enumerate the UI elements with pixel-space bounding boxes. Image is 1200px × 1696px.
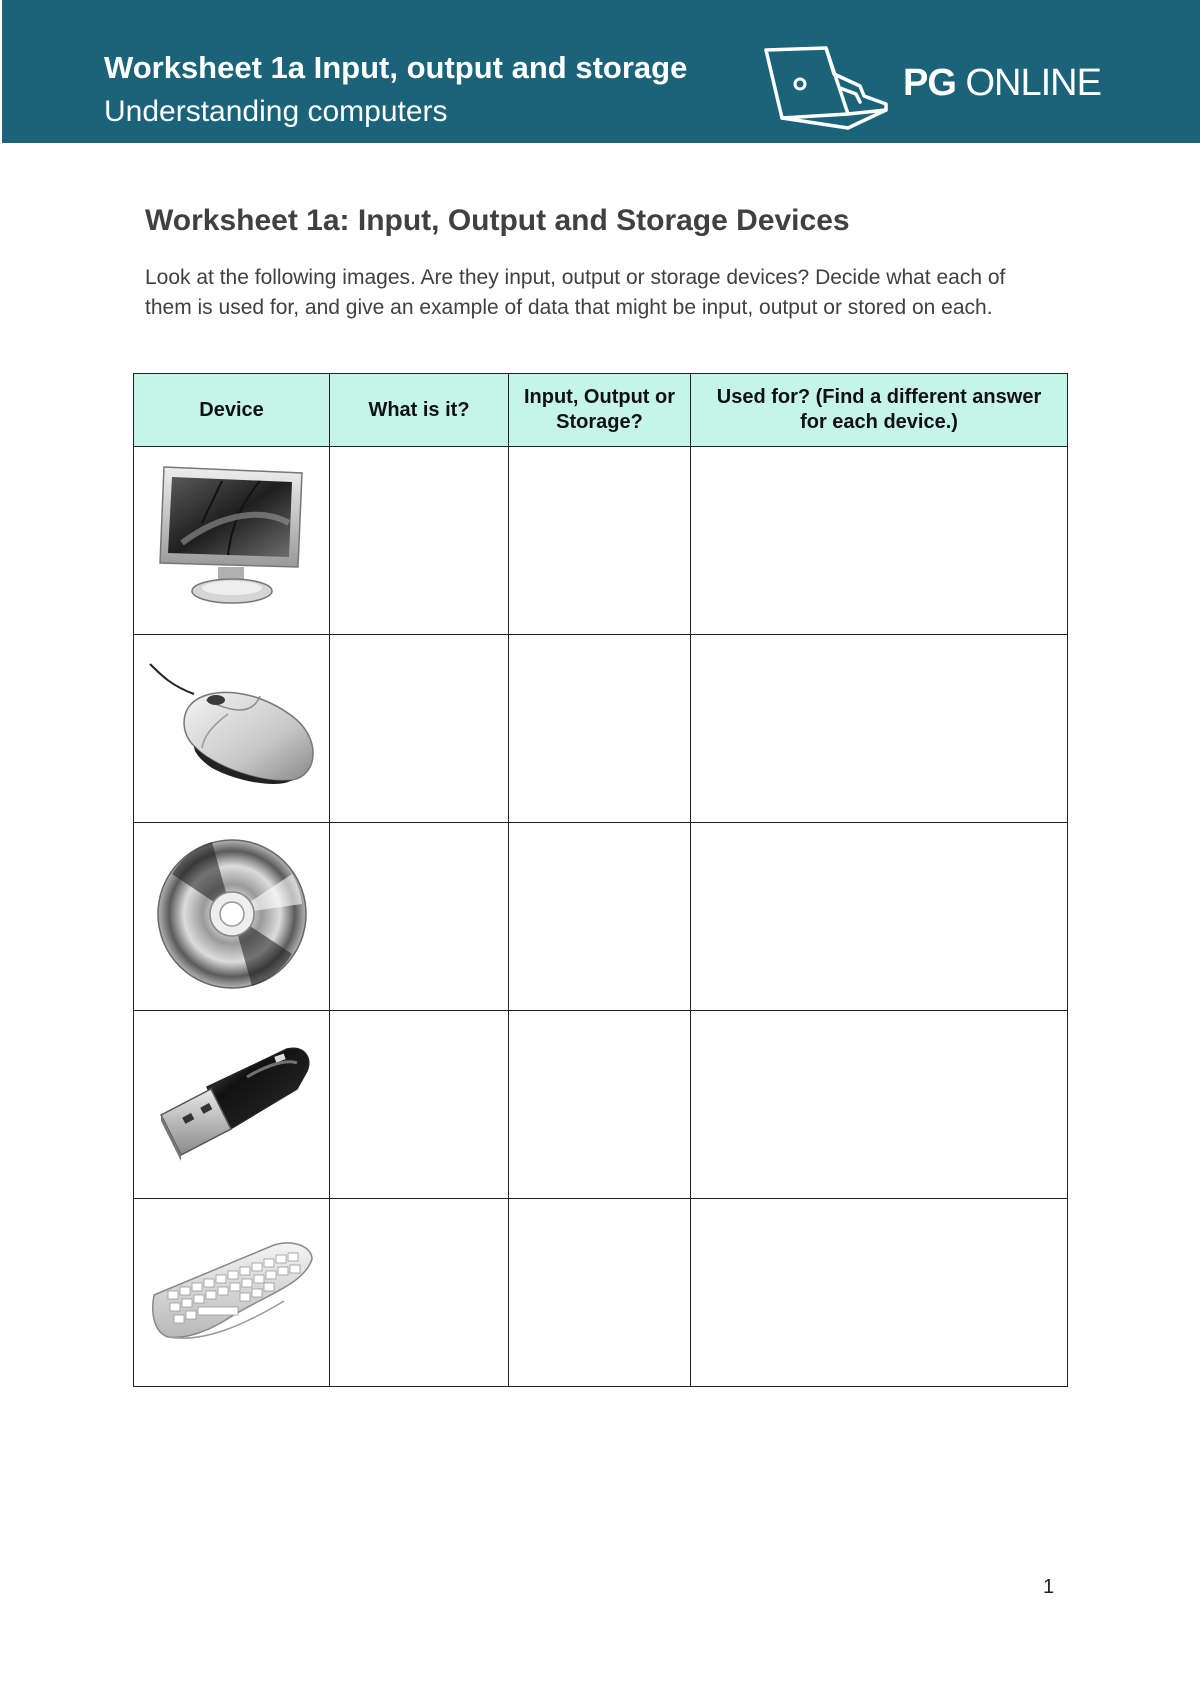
banner-subtitle: Understanding computers	[104, 95, 448, 128]
answer-cell-type[interactable]	[509, 823, 691, 1011]
monitor-icon	[152, 463, 312, 613]
table-header-row	[134, 374, 1068, 447]
answer-cell-used-for[interactable]	[691, 447, 1068, 635]
table-row	[134, 635, 1068, 823]
instructions-paragraph: Look at the following images. Are they input, output or storage devices? Decide what each of them is used for, and give an example of data that might be input, output or stored on each.	[145, 266, 1006, 319]
column-header-what-is-it: What is it?	[330, 374, 509, 447]
table-row	[134, 823, 1068, 1011]
device-image-cell	[134, 447, 330, 635]
answer-cell-type[interactable]	[509, 1199, 691, 1387]
devices-table	[133, 373, 1068, 1387]
answer-cell-used-for[interactable]	[691, 635, 1068, 823]
mouse-icon	[142, 656, 322, 796]
column-header-input-output-storage: Input, Output or Storage?	[509, 374, 691, 447]
laptop-logo-icon	[760, 44, 890, 130]
answer-cell-what[interactable]	[330, 1011, 509, 1199]
table-row	[134, 1199, 1068, 1387]
device-image-cell	[134, 823, 330, 1011]
banner-title: Worksheet 1a Input, output and storage	[104, 50, 688, 85]
column-header-device: Device	[134, 374, 330, 447]
table-row	[134, 447, 1068, 635]
answer-cell-what[interactable]	[330, 823, 509, 1011]
answer-cell-what[interactable]	[330, 447, 509, 635]
answer-cell-used-for[interactable]	[691, 1011, 1068, 1199]
device-image-cell	[134, 1011, 330, 1199]
device-image-cell	[134, 635, 330, 823]
table-row	[134, 1011, 1068, 1199]
usb-flash-drive-icon	[147, 1037, 317, 1167]
answer-cell-type[interactable]	[509, 447, 691, 635]
worksheet-heading: Worksheet 1a: Input, Output and Storage Devices	[145, 204, 850, 237]
device-image-cell	[134, 1199, 330, 1387]
cd-disc-icon	[152, 834, 312, 994]
answer-cell-what[interactable]	[330, 1199, 509, 1387]
brand-logo-text: PG ONLINE	[903, 62, 1101, 104]
column-header-used-for: Used for? (Find a different answer for each device.)	[691, 374, 1068, 447]
page-number: 1	[1043, 1576, 1055, 1598]
answer-cell-type[interactable]	[509, 1011, 691, 1199]
header-banner	[2, 0, 1200, 143]
answer-cell-what[interactable]	[330, 635, 509, 823]
answer-cell-used-for[interactable]	[691, 823, 1068, 1011]
keyboard-icon	[144, 1225, 319, 1355]
answer-cell-used-for[interactable]	[691, 1199, 1068, 1387]
answer-cell-type[interactable]	[509, 635, 691, 823]
